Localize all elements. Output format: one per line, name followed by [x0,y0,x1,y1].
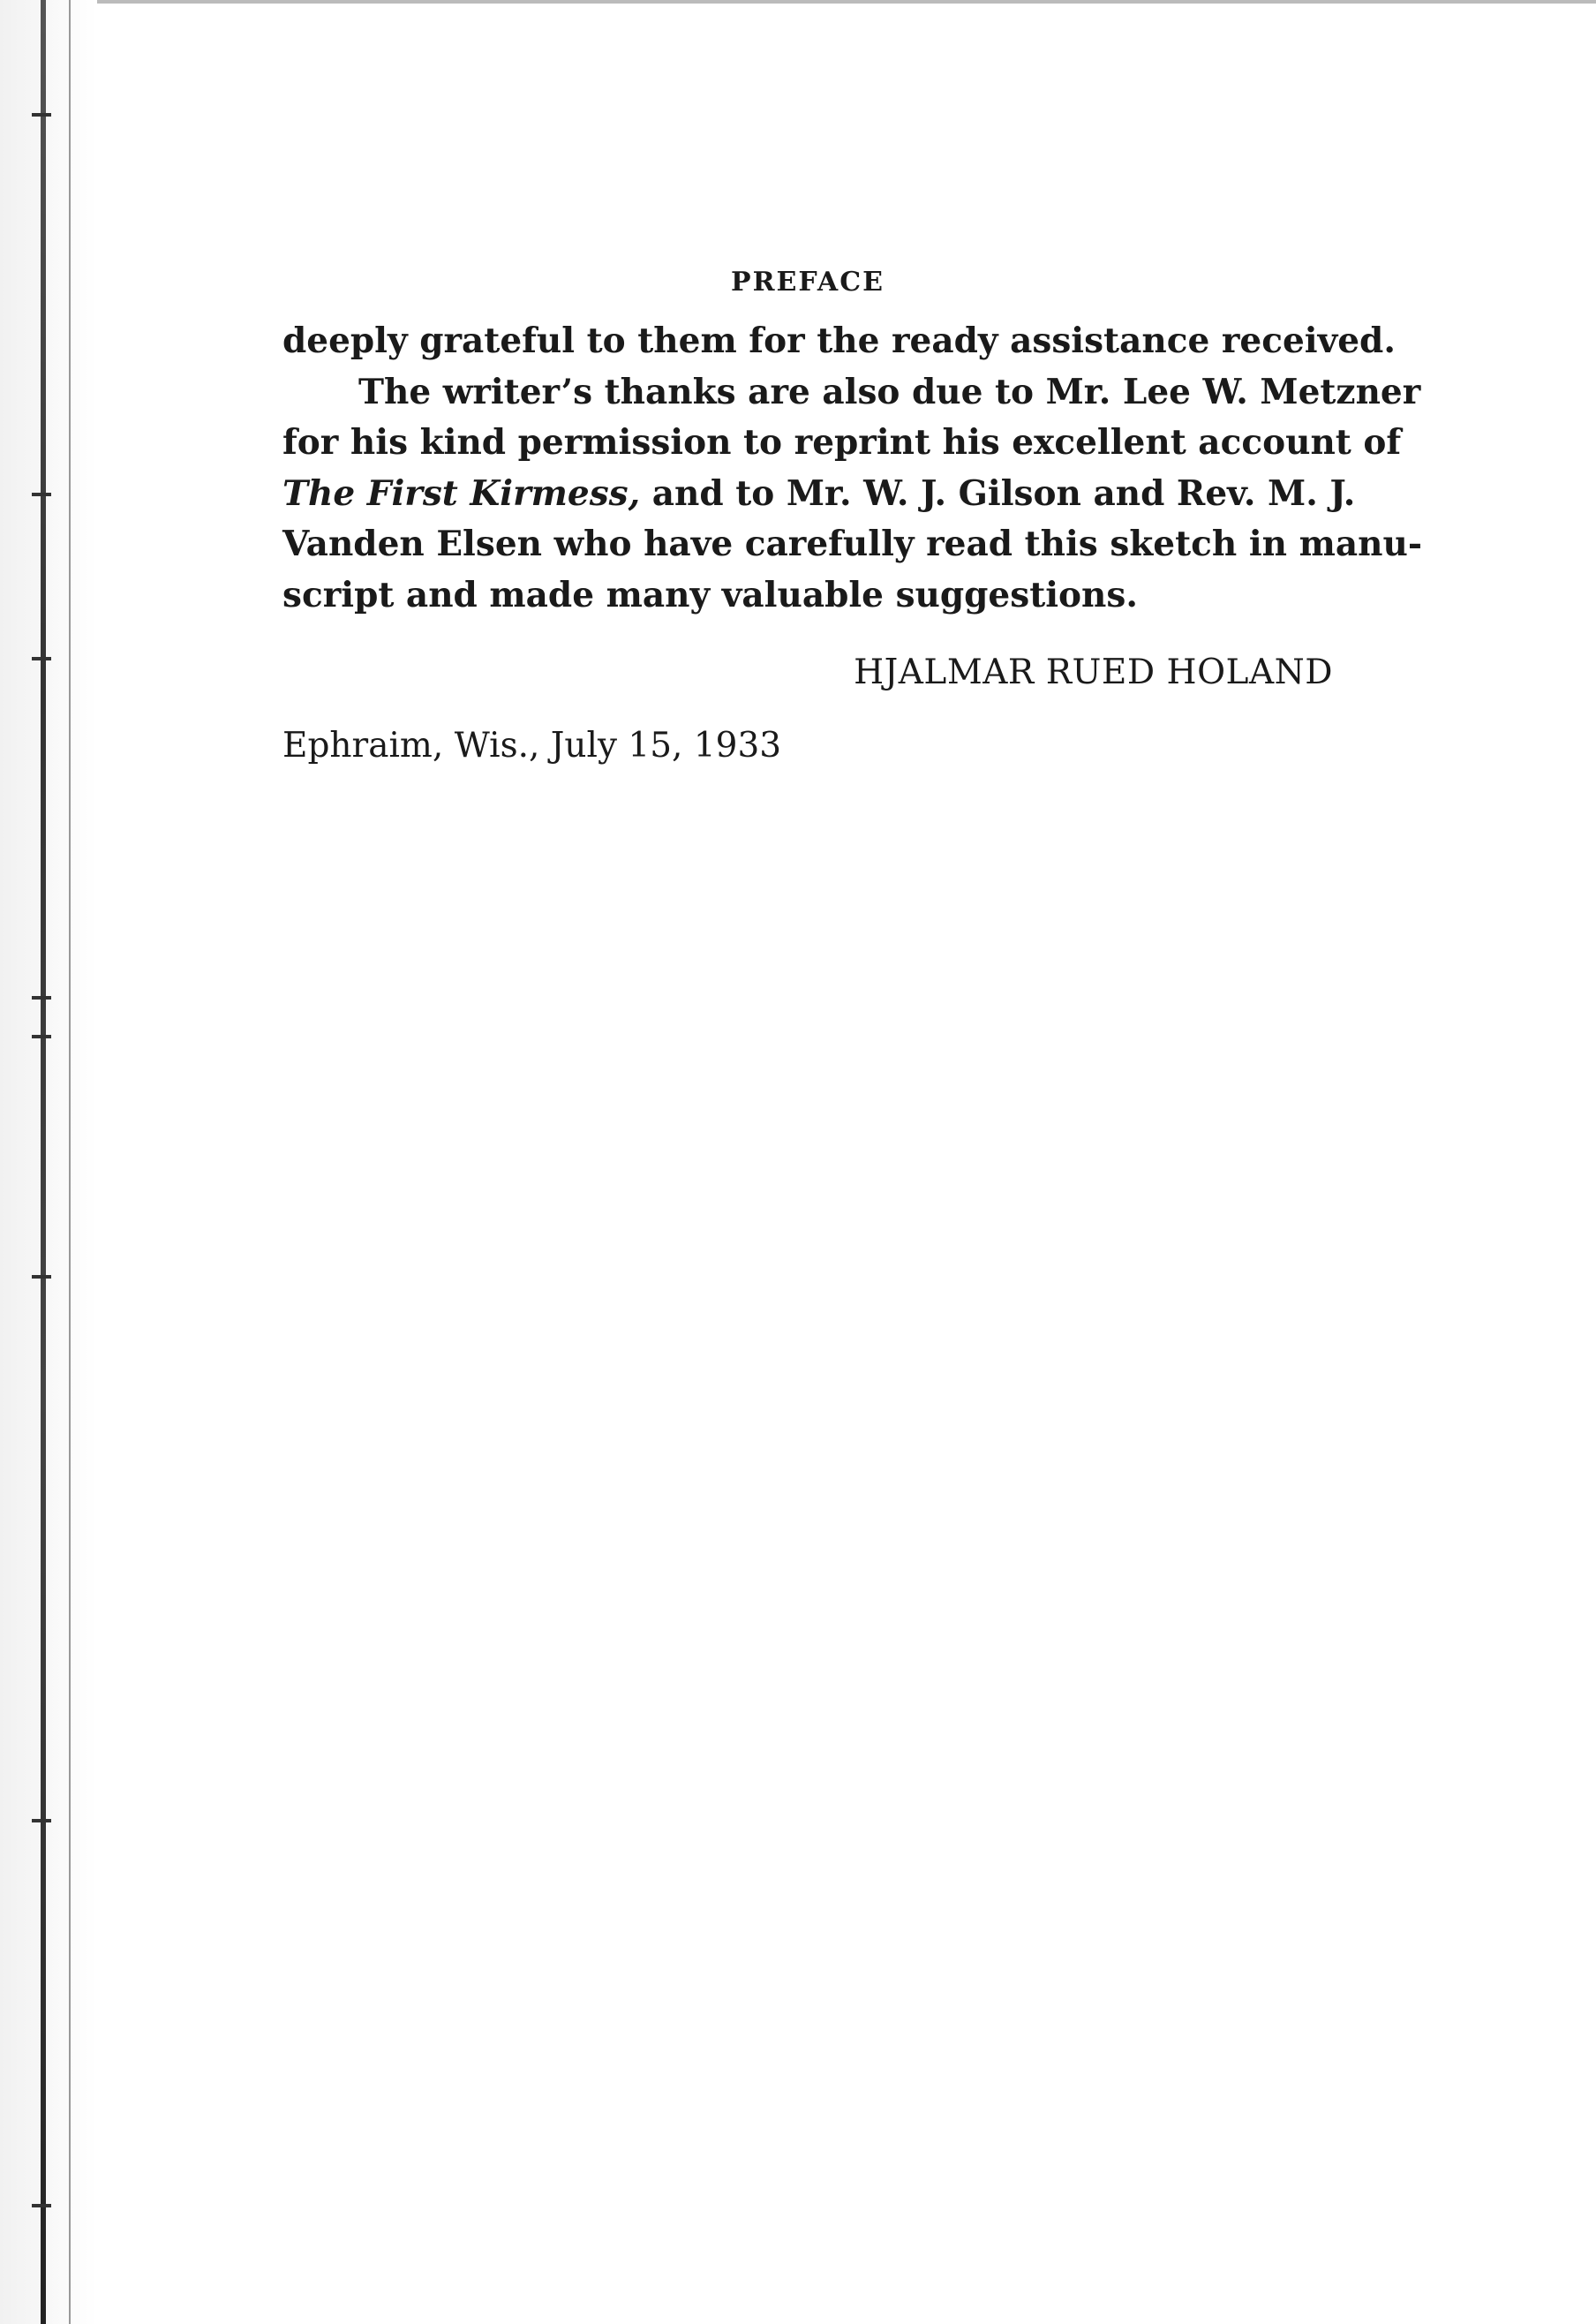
text-line: Vanden Elsen who have carefully read this sketch in manu- [282,524,1422,564]
place-and-date: Ephraim, Wis., July 15, 1933 [282,726,782,766]
binding-stitch-mark [32,1819,51,1822]
page-text-block [282,261,1422,771]
text-line: The writer’s thanks are also due to Mr. Lee W. Metzner [358,371,1421,412]
binding-stitch-mark [32,2204,51,2207]
text-line: deeply grateful to them for the ready assistance received. [282,321,1396,361]
text-line: for his kind permission to reprint his excellent account of [282,422,1402,463]
binding-gutter-shadow [0,0,97,2324]
book-title: The First Kirmess, [282,472,641,514]
binding-stitch-mark [32,996,51,1000]
binding-stitch-mark [32,493,51,496]
binding-spine [41,0,46,2324]
author-signature: HJALMAR RUED HOLAND [854,653,1333,692]
binding-stitch-mark [32,113,51,117]
binding-stitch-mark [32,1035,51,1038]
binding-spine-inner-line [69,0,71,2324]
running-head: PREFACE [731,267,885,298]
text-line: script and made many valuable suggestions. [282,574,1138,615]
paragraph-acknowledgements [282,367,1422,622]
page-top-edge [0,0,1596,4]
binding-stitch-mark [32,1275,51,1279]
text-line-with-title [282,469,1356,520]
binding-stitch-mark [32,657,51,660]
text-line-rest: and to Mr. W. J. Gilson and Rev. M. J. [640,472,1356,514]
paragraph-continuation [282,316,1396,367]
